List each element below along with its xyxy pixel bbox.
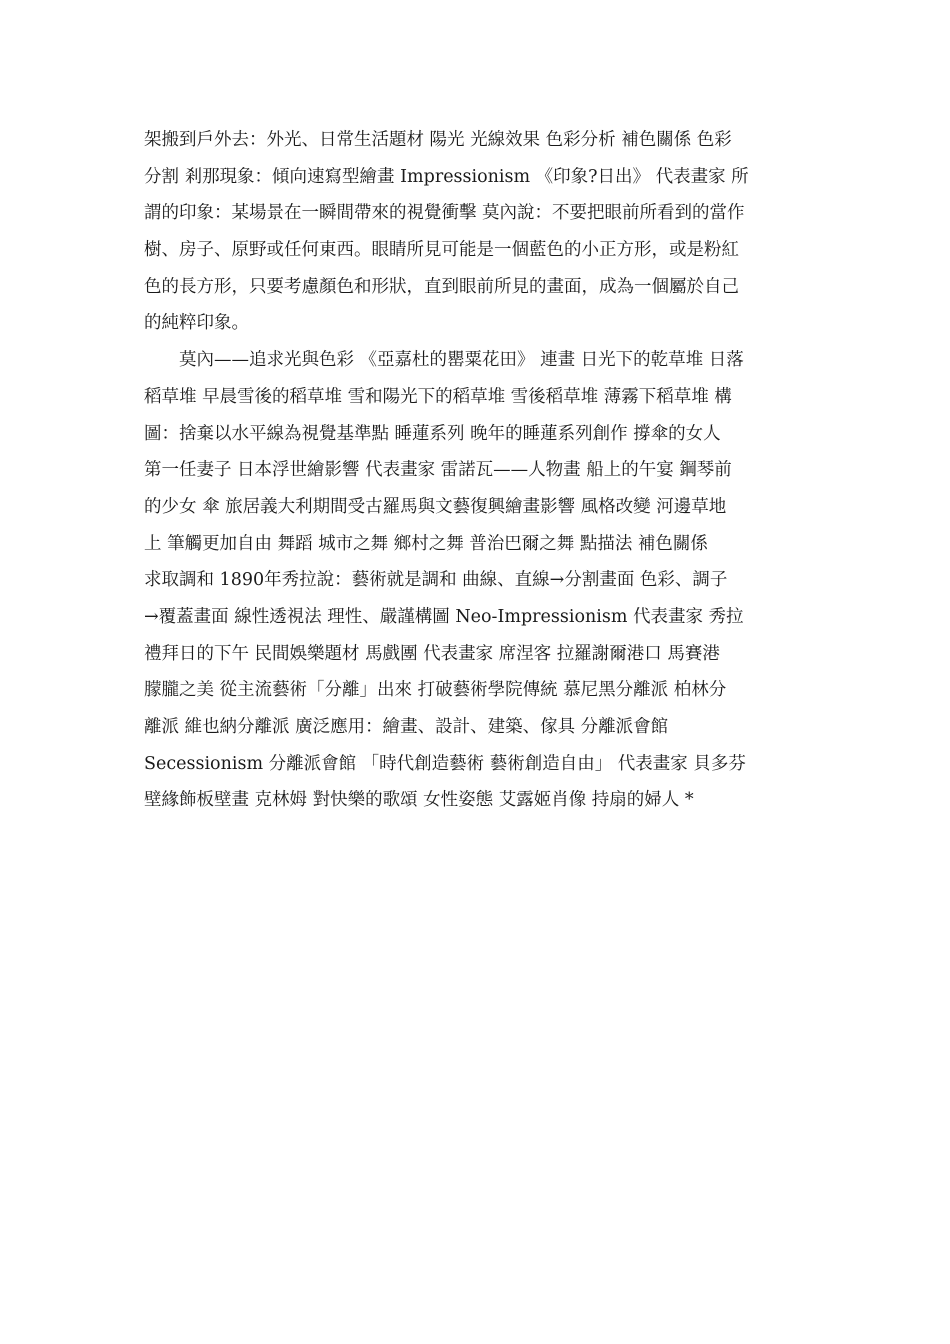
text-line: 離派 維也納分離派 廣泛應用：繪畫、設計、建築、傢具 分離派會館 <box>144 717 669 737</box>
text-line: →覆蓋畫面 線性透視法 理性、嚴謹構圖 Neo-Impressionism 代表畫家 秀拉 <box>144 606 744 627</box>
text-line: 分割 剎那現象：傾向速寫型繪畫 Impressionism 《印象?日出》 代表畫家 所 <box>144 166 749 187</box>
text-line: 第一任妻子 日本浮世繪影響 代表畫家 雷諾瓦——人物畫 船上的午宴 鋼琴前 <box>144 460 732 481</box>
text-line: 稻草堆 早晨雪後的稻草堆 雪和陽光下的稻草堆 雪後稻草堆 薄霧下稻草堆 構 <box>144 386 732 407</box>
text-line: 樹、房子、原野或任何東西。眼睛所見可能是一個藍色的小正方形，或是粉紅 <box>144 240 739 261</box>
text-line: 架搬到戶外去：外光、日常生活題材 陽光 光線效果 色彩分析 補色關係 色彩 <box>144 130 732 150</box>
text-line: 上 筆觸更加自由 舞蹈 城市之舞 鄉村之舞 普治巴爾之舞 點描法 補色關係 <box>144 533 708 554</box>
text-line: 色的長方形，只要考慮顏色和形狀，直到眼前所見的畫面，成為一個屬於自己 <box>144 276 739 297</box>
text-line: 的純粹印象。 <box>144 313 249 334</box>
text-line: 求取調和 1890年秀拉說：藝術就是調和 曲線、直線→分割畫面 色彩、調子 <box>144 570 728 591</box>
text-line: Secessionism 分離派會館 「時代創造藝術 藝術創造自由」 代表畫家 貝多芬 <box>144 753 746 774</box>
text-line: 謂的印象：某場景在一瞬間帶來的視覺衝擊 莫內說：不要把眼前所看到的當作 <box>144 203 745 224</box>
text-line: 朦朧之美 從主流藝術「分離」出來 打破藝術學院傳統 慕尼黑分離派 柏林分 <box>144 680 727 701</box>
body-text <box>144 122 809 819</box>
text-line: 的少女 傘 旅居義大利期間受古羅馬與文藝復興繪畫影響 風格改變 河邊草地 <box>144 496 727 517</box>
text-line: 禮拜日的下午 民間娛樂題材 馬戲團 代表畫家 席涅客 拉羅謝爾港口 馬賽港 <box>144 643 720 664</box>
text-line: 壁緣飾板壁畫 克林姆 對快樂的歌頌 女性姿態 艾露姬肖像 持扇的婦人 * <box>144 790 694 811</box>
text-line: 圖：捨棄以水平線為視覺基準點 睡蓮系列 晚年的睡蓮系列創作 撐傘的女人 <box>144 423 721 444</box>
text-line: 莫內——追求光與色彩 《亞嘉杜的罌粟花田》 連畫 日光下的乾草堆 日落 <box>144 350 744 371</box>
